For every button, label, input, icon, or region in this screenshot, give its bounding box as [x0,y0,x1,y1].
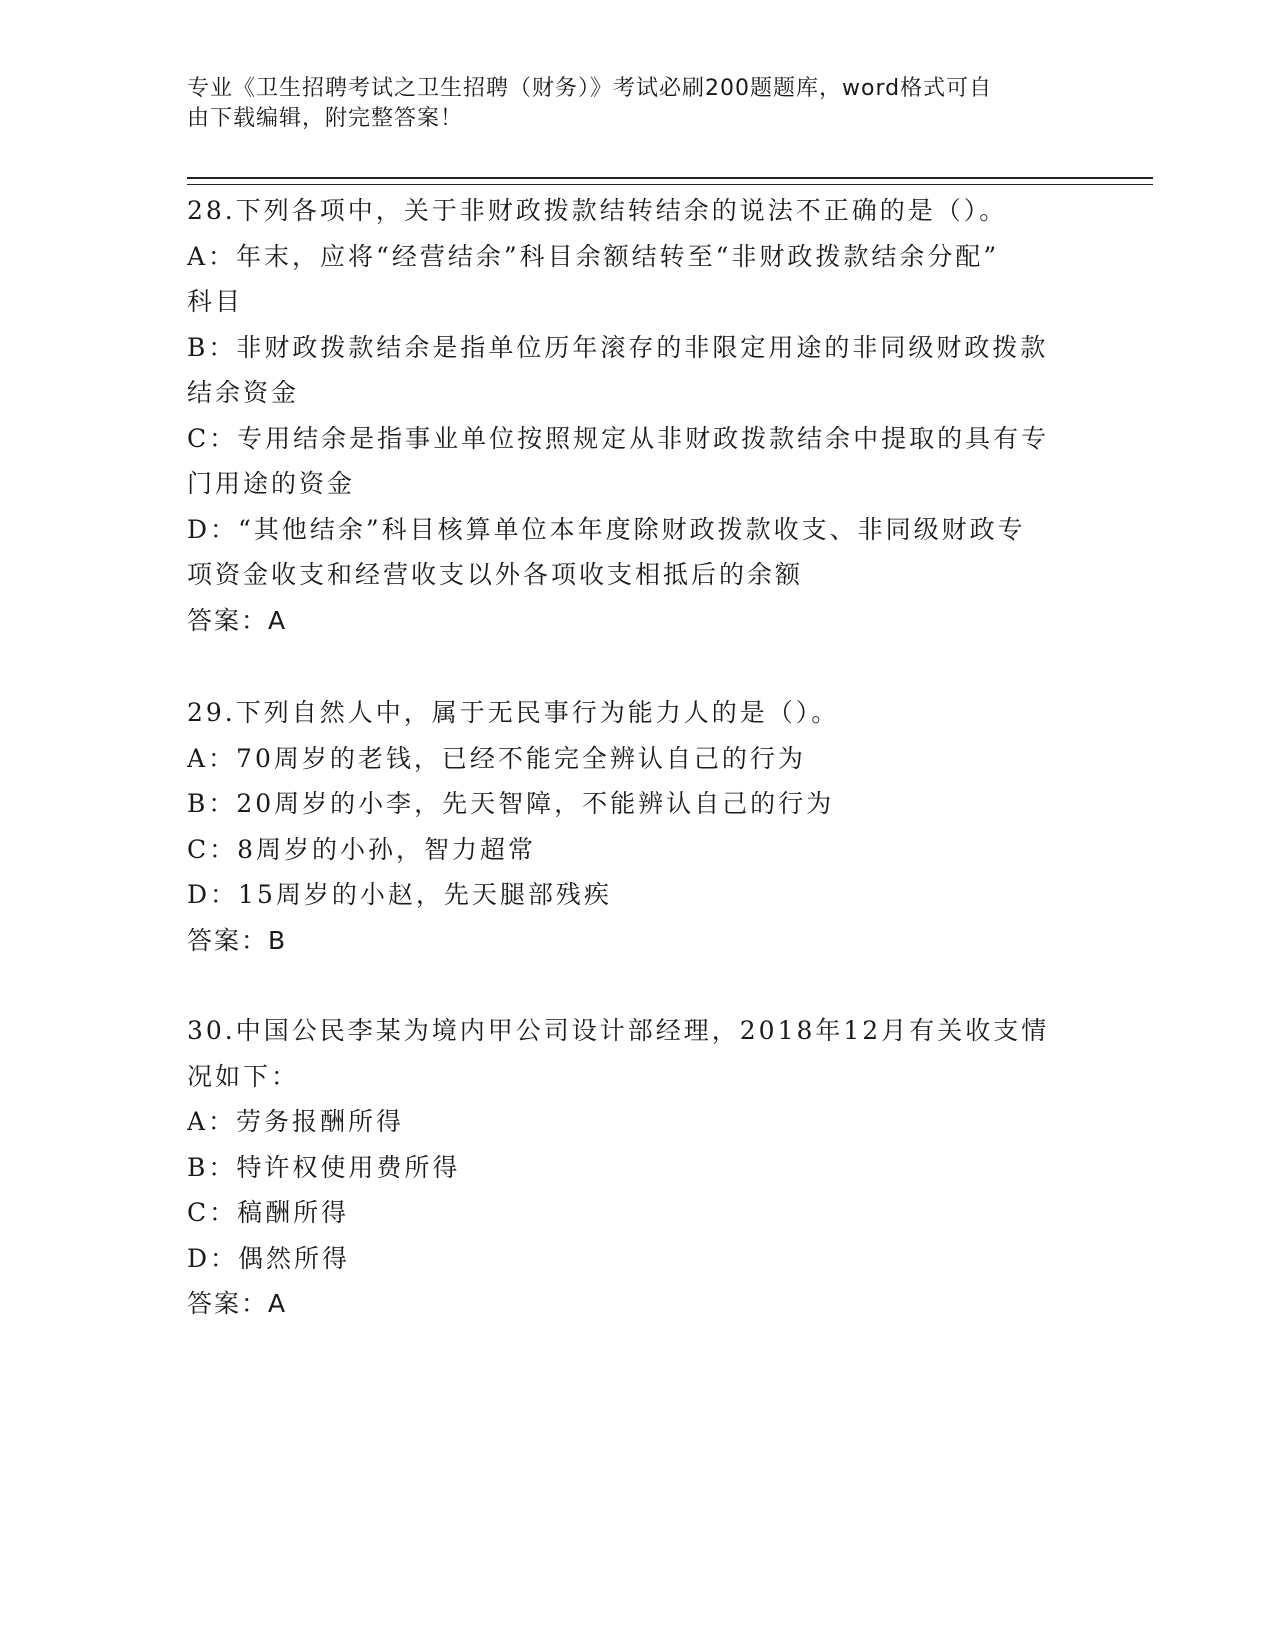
answer-value: A [268,1289,288,1318]
answer-line [187,918,1087,964]
option-text: D：“其他结余”科目核算单位本年度除财政拨款收支、非同级财政专 [187,514,1026,544]
header-divider-thick [187,177,1153,179]
header-divider-thin [187,184,1153,185]
option-a: A：劳务报酬所得 [187,1107,405,1136]
answer-line [187,1281,1087,1327]
option-c: C：8周岁的小孙，智力超常 [187,834,537,864]
question-stem-continued: 况如下： [187,1061,300,1091]
option-d: D：15周岁的小赵，先天腿部残疾 [187,880,612,909]
answer-value: A [268,605,288,635]
option-text: B：非财政拨款结余是指单位历年滚存的非限定用途的非同级财政拨款 [187,332,1049,362]
option-a [187,234,1087,325]
option-c [187,416,1087,507]
answer-label: 答案： [187,1289,269,1318]
option-a: A：70周岁的老钱，已经不能完全辨认自己的行为 [187,743,806,773]
question-stem: 28.下列各项中，关于非财政拨款结转结余的说法不正确的是（）。 [187,196,1008,225]
question-stem: 29.下列自然人中，属于无民事行为能力人的是（）。 [187,698,840,727]
option-text-continued: 项资金收支和经营收支以外各项收支相抵后的余额 [187,560,804,589]
answer-label: 答案： [187,605,269,635]
header-line-1: 专业《卫生招聘考试之卫生招聘（财务）》考试必刷200题题库，word格式可自 [187,76,993,101]
option-c: C：稿酬所得 [187,1198,350,1227]
option-text: A：年末，应将“经营结余”科目余额结转至“非财政拨款结余分配” [187,241,1000,271]
question-stem: 30.中国公民李某为境内甲公司设计部经理，2018年12月有关收支情 [187,1016,1050,1045]
option-text-continued: 门用途的资金 [187,469,356,498]
option-text: C：专用结余是指事业单位按照规定从非财政拨款结余中提取的具有专 [187,423,1050,453]
question-28 [187,188,1087,643]
option-d: D：偶然所得 [187,1243,351,1273]
question-30 [187,1008,1087,1327]
answer-value: B [268,925,288,955]
answer-label: 答案： [187,925,269,955]
option-text-continued: 结余资金 [187,378,300,407]
question-29 [187,690,1087,963]
option-d [187,507,1087,598]
option-text-continued: 科目 [187,287,244,316]
option-b: B：20周岁的小李，先天智障，不能辨认自己的行为 [187,789,835,818]
header-line-2: 由下载编辑，附完整答案！ [187,106,464,131]
answer-line [187,598,1087,644]
document-header [187,74,1087,134]
option-b [187,325,1087,416]
option-b: B：特许权使用费所得 [187,1152,461,1182]
